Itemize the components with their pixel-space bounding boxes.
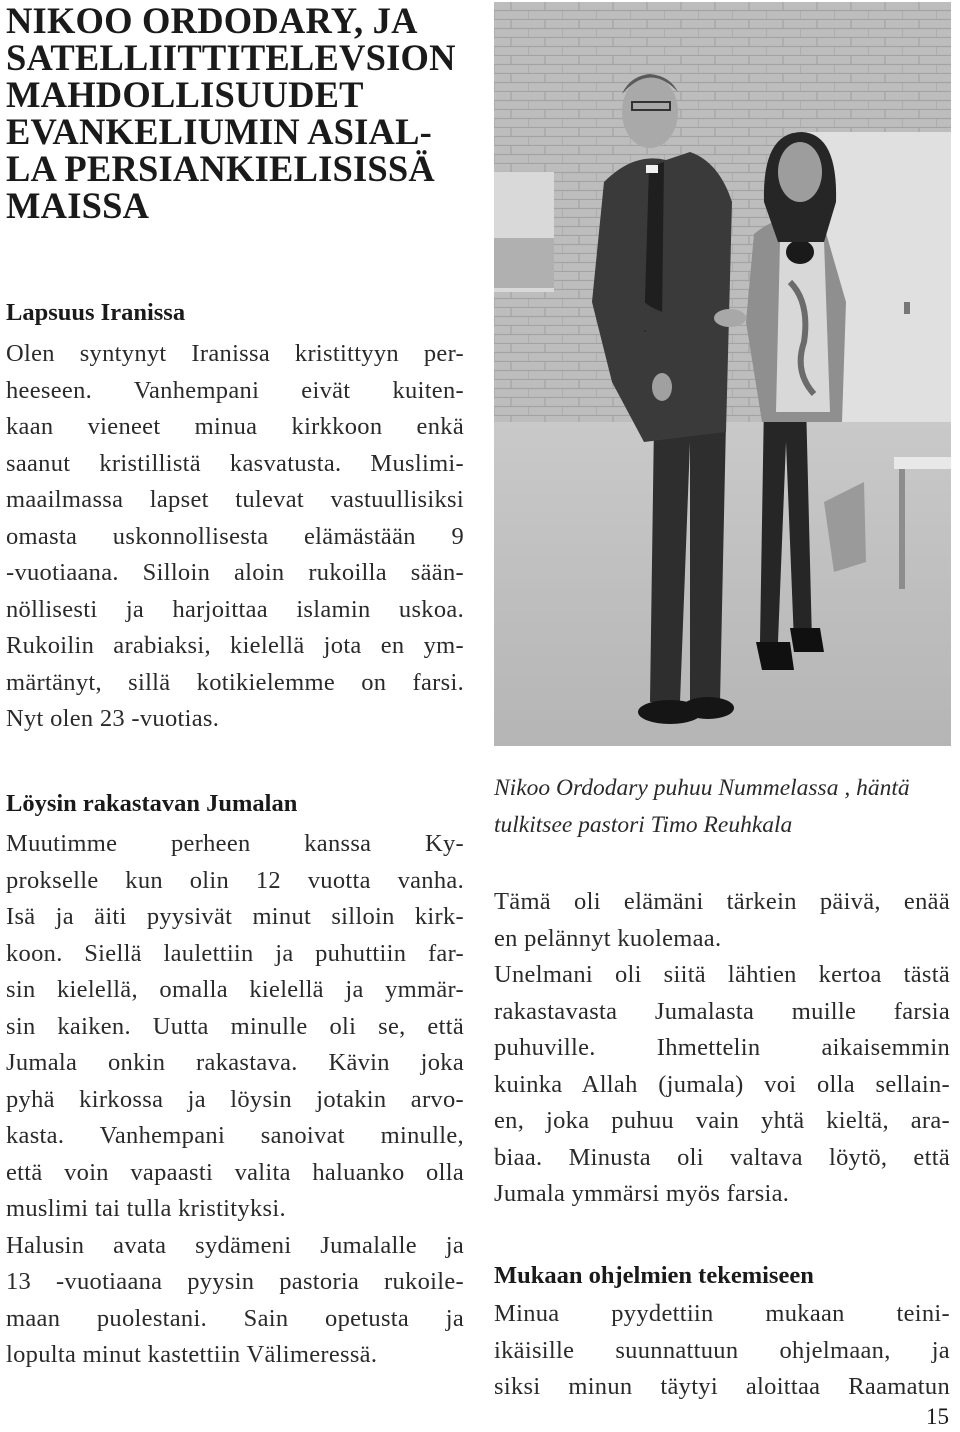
text-line: lopulta minut kastettiin Välimeressä. bbox=[6, 1341, 378, 1368]
text-line: kuinka Allah (jumala) voi olla sellain- bbox=[494, 1070, 950, 1098]
text-line: koon. Siellä laulettiin ja puhuttiin far- bbox=[6, 939, 464, 967]
photo-illustration bbox=[494, 2, 951, 746]
title-line: MAISSA bbox=[6, 185, 150, 226]
text-line: -vuotiaana. Silloin aloin rukoilla sään- bbox=[6, 559, 464, 586]
section-body-programs bbox=[494, 1296, 950, 1406]
caption-line: tulkitsee pastori Timo Reuhkala bbox=[494, 812, 793, 838]
text-line: heeseen. Vanhempani eivät kuiten- bbox=[6, 376, 464, 404]
section-body-childhood bbox=[6, 336, 464, 738]
text-line: puhuville. Ihmettelin aikaisemmin bbox=[494, 1034, 950, 1061]
text-line: en pelännyt kuolemaa. bbox=[494, 924, 722, 952]
text-line: kasta. Vanhempani sanoivat minulle, bbox=[6, 1122, 464, 1149]
text-line: että voin vapaasti valita haluanko olla bbox=[6, 1158, 464, 1186]
text-line: maailmassa lapset tulevat vastuullisiksi bbox=[6, 486, 464, 513]
title-line: NIKOO ORDODARY, JA bbox=[6, 0, 418, 41]
text-line: sin kaiken. Uutta minulle oli se, että bbox=[6, 1012, 464, 1040]
text-line: Olen syntynyt Iranissa kristittyyn per- bbox=[6, 340, 464, 367]
text-line: muslimi tai tulla kristityksi. bbox=[6, 1195, 286, 1222]
text-line: rakastavasta Jumalasta muille farsia bbox=[494, 997, 950, 1025]
text-line: Rukoilin arabiaksi, kielellä jota en ym- bbox=[6, 632, 464, 659]
text-line: märtänyt, sillä kotikielemme on farsi. bbox=[6, 668, 464, 696]
text-line: Muutimme perheen kanssa Ky- bbox=[6, 830, 464, 857]
title-line: EVANKELIUMIN ASIAL- bbox=[6, 111, 433, 152]
text-line: prokselle kun olin 12 vuotta vanha. bbox=[6, 866, 464, 894]
article-title bbox=[6, 2, 476, 224]
text-line: 13 -vuotiaana pyysin pastoria rukoile- bbox=[6, 1268, 464, 1295]
section-heading-programs: Mukaan ohjelmien tekemiseen bbox=[494, 1262, 814, 1289]
text-line: Halusin avata sydämeni Jumalalle ja bbox=[6, 1231, 464, 1259]
photo-caption bbox=[494, 770, 954, 844]
text-line: maan puolestani. Sain opetusta ja bbox=[6, 1304, 464, 1332]
text-line: Unelmani oli siitä lähtien kertoa tästä bbox=[494, 961, 950, 988]
text-line: sin kielellä, omalla kielellä ja ymmär- bbox=[6, 976, 464, 1003]
section-heading-loving-god: Löysin rakastavan Jumalan bbox=[6, 790, 298, 817]
text-line: Jumala onkin rakastava. Kävin joka bbox=[6, 1049, 464, 1076]
text-line: kaan vieneet minua kirkkoon enkä bbox=[6, 413, 464, 440]
article-photo bbox=[494, 2, 951, 746]
text-line: Isä ja äiti pyysivät minut silloin kirk- bbox=[6, 903, 464, 930]
title-line: MAHDOLLISUUDET bbox=[6, 74, 364, 115]
text-line: omasta uskonnollisesta elämästään 9 bbox=[6, 522, 464, 550]
title-line: LA PERSIANKIELISISSÄ bbox=[6, 148, 435, 189]
text-line: Jumala ymmärsi myös farsia. bbox=[494, 1180, 790, 1207]
text-line: siksi minun täytyi aloittaa Raamatun bbox=[494, 1373, 950, 1400]
right-paragraph bbox=[494, 884, 950, 1213]
text-line: saanut kristillistä kasvatusta. Muslimi- bbox=[6, 449, 464, 477]
section-body-loving-god bbox=[6, 826, 464, 1374]
caption-line: Nikoo Ordodary puhuu Nummelassa , häntä bbox=[494, 775, 910, 801]
section-heading-childhood: Lapsuus Iranissa bbox=[6, 299, 186, 326]
text-line: ikäisille suunnattuun ohjelmaan, ja bbox=[494, 1336, 950, 1364]
text-line: en, joka puhuu vain yhtä kieltä, ara- bbox=[494, 1107, 950, 1134]
text-line: pyhä kirkossa ja löysin jotakin arvo- bbox=[6, 1085, 464, 1113]
page-number: 15 bbox=[926, 1404, 949, 1429]
text-line: biaa. Minusta oli valtava löytö, että bbox=[494, 1143, 950, 1171]
text-line: Minua pyydettiin mukaan teini- bbox=[494, 1300, 950, 1327]
text-line: Nyt olen 23 -vuotias. bbox=[6, 705, 220, 732]
text-line: Tämä oli elämäni tärkein päivä, enää bbox=[494, 888, 950, 915]
title-line: SATELLIITTITELEVSION bbox=[6, 37, 456, 78]
text-line: nöllisesti ja harjoittaa islamin uskoa. bbox=[6, 595, 464, 623]
